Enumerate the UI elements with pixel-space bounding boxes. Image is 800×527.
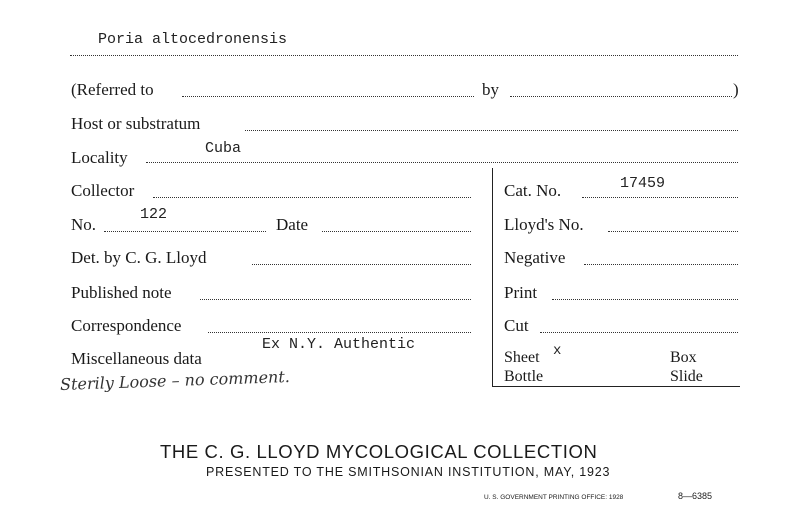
referred-to-line bbox=[182, 96, 474, 97]
species-line bbox=[70, 55, 738, 56]
cat-no-value: 17459 bbox=[620, 175, 666, 192]
host-line bbox=[245, 130, 738, 131]
date-label: Date bbox=[276, 215, 309, 234]
referred-to-label: (Referred to bbox=[71, 80, 154, 99]
misc-data-label: Miscellaneous data bbox=[71, 349, 202, 368]
locality-value: Cuba bbox=[205, 140, 242, 157]
published-note-line bbox=[200, 299, 471, 300]
locality-label: Locality bbox=[71, 148, 128, 167]
lloyds-no-line bbox=[608, 231, 738, 232]
species-name: Poria altocedronensis bbox=[98, 31, 288, 48]
referred-close-paren: ) bbox=[733, 80, 739, 99]
print-line bbox=[552, 299, 738, 300]
det-line bbox=[252, 264, 471, 265]
correspondence-label: Correspondence bbox=[71, 316, 182, 335]
by-line bbox=[510, 96, 732, 97]
locality-line bbox=[146, 162, 738, 163]
misc-data-value: Ex N.Y. Authentic bbox=[262, 336, 416, 353]
correspondence-line bbox=[208, 332, 471, 333]
catalog-box-bottom bbox=[492, 386, 740, 387]
date-line bbox=[322, 231, 471, 232]
collector-line bbox=[153, 197, 471, 198]
printer-line: U. S. GOVERNMENT PRINTING OFFICE: 1928 bbox=[484, 494, 624, 501]
cat-no-line bbox=[582, 197, 738, 198]
collector-label: Collector bbox=[71, 181, 135, 200]
cat-no-label: Cat. No. bbox=[504, 181, 562, 200]
by-label: by bbox=[482, 80, 499, 99]
cut-line bbox=[540, 332, 738, 333]
negative-line bbox=[584, 264, 738, 265]
print-label: Print bbox=[504, 283, 538, 302]
host-label: Host or substratum bbox=[71, 114, 201, 133]
handwritten-note: Sterily Loose – no comment. bbox=[59, 366, 291, 395]
collection-subtitle: PRESENTED TO THE SMITHSONIAN INSTITUTION, MAY, 1923 bbox=[206, 465, 611, 479]
det-label: Det. by C. G. Lloyd bbox=[71, 248, 207, 267]
no-label: No. bbox=[71, 215, 97, 234]
collection-title: THE C. G. LLOYD MYCOLOGICAL COLLECTION bbox=[160, 441, 598, 462]
sheet-label: Sheet bbox=[504, 349, 540, 366]
catalog-box-left bbox=[492, 168, 493, 386]
lloyds-no-label: Lloyd's No. bbox=[504, 215, 584, 234]
bottle-label: Bottle bbox=[504, 368, 544, 385]
box-label: Box bbox=[670, 349, 697, 366]
no-value: 122 bbox=[140, 206, 168, 223]
negative-label: Negative bbox=[504, 248, 566, 267]
sheet-mark: x bbox=[553, 343, 562, 359]
published-note-label: Published note bbox=[71, 283, 172, 302]
form-number: 8—6385 bbox=[678, 491, 713, 501]
slide-label: Slide bbox=[670, 368, 703, 385]
cut-label: Cut bbox=[504, 316, 529, 335]
no-line bbox=[104, 231, 266, 232]
